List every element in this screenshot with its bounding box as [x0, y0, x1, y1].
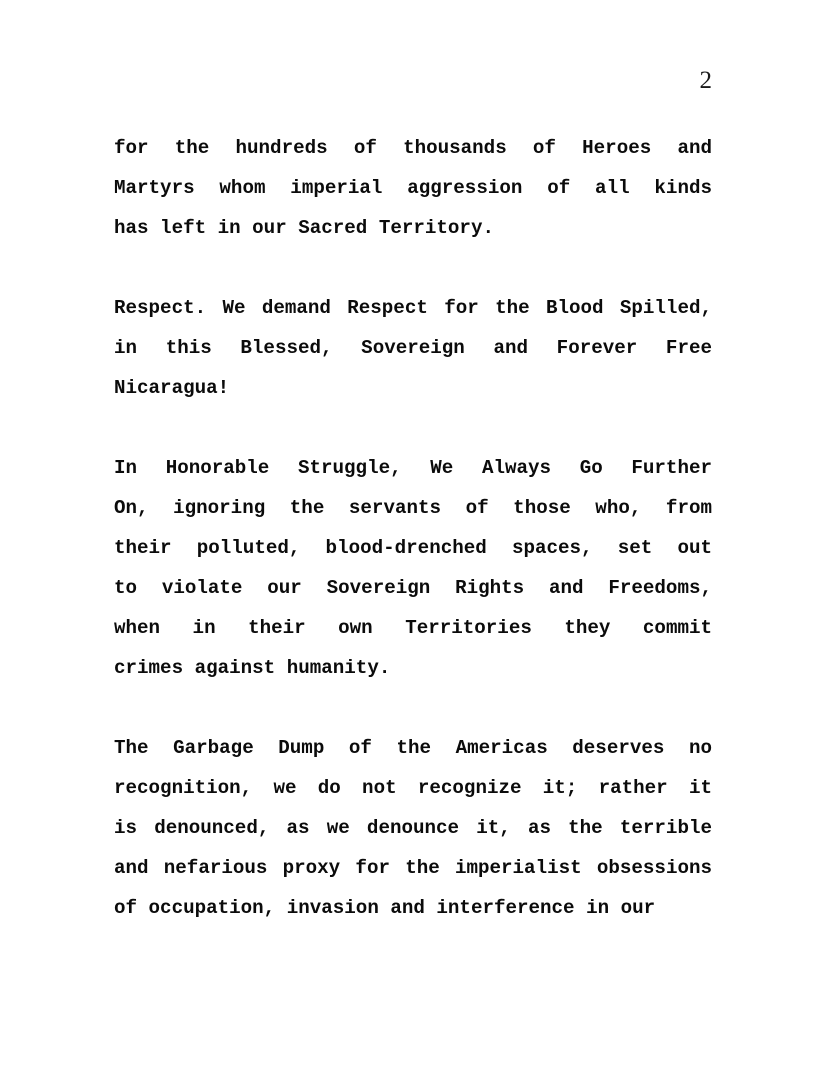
paragraph	[114, 128, 712, 248]
text-line: has left in our Sacred Territory.	[114, 217, 494, 239]
text-line: The Garbage Dump of the Americas deserves no	[114, 737, 712, 759]
text-line: when in their own Territories they commit	[114, 617, 712, 639]
text-line: Martyrs whom imperial aggression of all kinds	[114, 177, 712, 199]
paragraph	[114, 288, 712, 408]
text-line: On, ignoring the servants of those who, from	[114, 497, 712, 519]
paragraph	[114, 448, 712, 688]
text-line: their polluted, blood-drenched spaces, set out	[114, 537, 712, 559]
document-body	[114, 128, 712, 968]
text-line: crimes against humanity.	[114, 657, 391, 679]
text-line: and nefarious proxy for the imperialist obsessions	[114, 857, 712, 879]
text-line: in this Blessed, Sovereign and Forever Free	[114, 337, 712, 359]
text-line: of occupation, invasion and interference in our	[114, 897, 656, 919]
text-line: to violate our Sovereign Rights and Freedoms,	[114, 577, 712, 599]
text-line: Nicaragua!	[114, 377, 230, 399]
text-line: In Honorable Struggle, We Always Go Further	[114, 457, 712, 479]
page-number: 2	[699, 67, 712, 94]
text-line: for the hundreds of thousands of Heroes and	[114, 137, 712, 159]
paragraph	[114, 728, 712, 928]
text-line: recognition, we do not recognize it; rather it	[114, 777, 712, 799]
text-line: Respect. We demand Respect for the Blood Spilled,	[114, 297, 712, 319]
text-line: is denounced, as we denounce it, as the terrible	[114, 817, 712, 839]
